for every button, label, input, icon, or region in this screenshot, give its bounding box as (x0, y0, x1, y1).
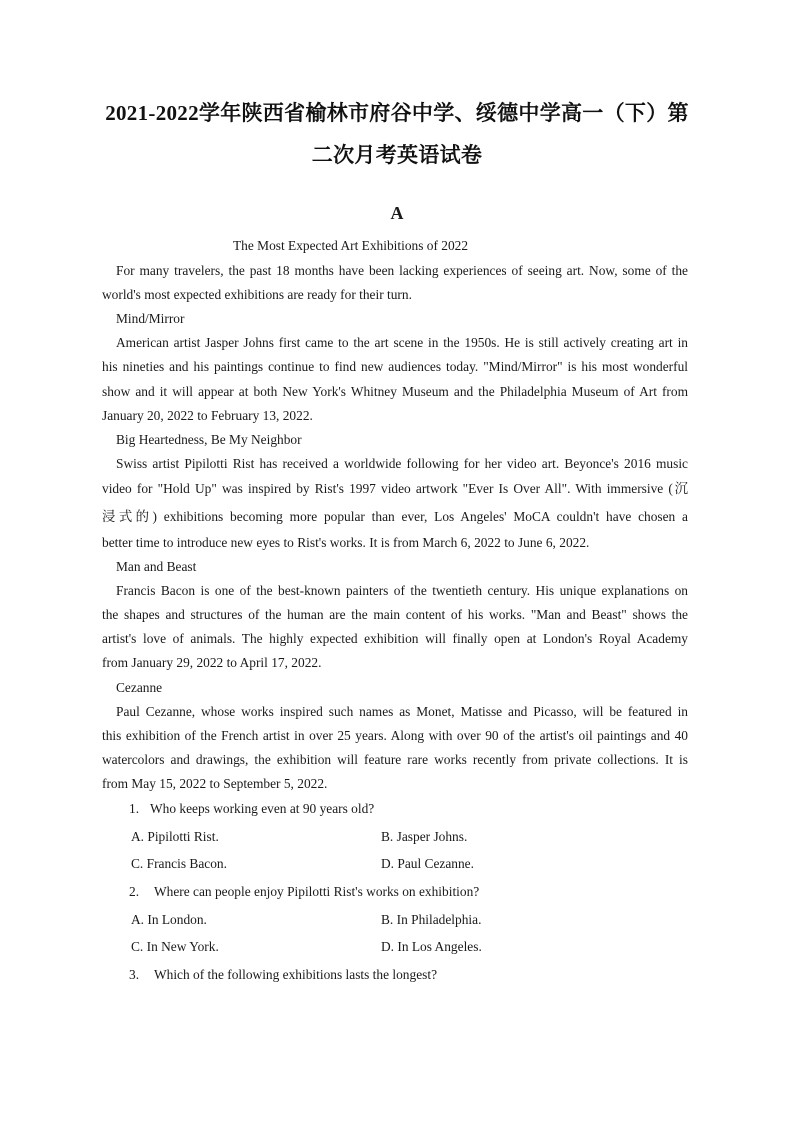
passage-line: Paul Cezanne, whose works inspired such names as Monet, Matisse and Picasso, will be featured in (116, 704, 688, 719)
passage-line: January 20, 2022 to February 13, 2022. (102, 408, 313, 423)
section-heading: A (390, 203, 404, 223)
question-text: Who keeps working even at 90 years old? (150, 801, 375, 816)
exam-title-line-1: 2021-2022学年陕西省榆林市府谷中学、绥德中学高一（下）第 (105, 101, 689, 125)
answer-option[interactable]: C. In New York. (131, 939, 219, 954)
article-title: The Most Expected Art Exhibitions of 2022 (233, 238, 469, 253)
passage-line: the shapes and structures of the human are the main content of his works. "Man and Beast" shows the (102, 607, 688, 622)
answer-option[interactable]: D. In Los Angeles. (381, 939, 482, 954)
passage-line: Francis Bacon is one of the best-known painters of the twentieth century. His unique explanations on (116, 583, 688, 598)
question-number: 2. (129, 884, 140, 899)
answer-option[interactable]: A. In London. (131, 912, 207, 927)
subheading-man-and-beast: Man and Beast (116, 559, 197, 574)
question-number: 3. (129, 967, 140, 982)
subheading-cezanne: Cezanne (116, 680, 163, 695)
passage-line: this exhibition of the French artist in over 25 years. Along with over 90 of the artist's oil paintings and 40 (102, 728, 688, 743)
answer-option[interactable]: A. Pipilotti Rist. (131, 829, 219, 844)
question-text: Where can people enjoy Pipilotti Rist's works on exhibition? (154, 884, 480, 899)
answer-option[interactable]: D. Paul Cezanne. (381, 856, 474, 871)
passage-line: Swiss artist Pipilotti Rist has received a worldwide following for her video art. Beyonce's 2016 music (116, 456, 688, 471)
passage-line: American artist Jasper Johns first came to the art scene in the 1950s. He is still actively creating art in (116, 335, 688, 350)
answer-option[interactable]: B. Jasper Johns. (381, 829, 468, 844)
passage-line: his nineties and his paintings continue to find new audiences today. "Mind/Mirror" is his most wonderful (102, 359, 688, 374)
passage-line: watercolors and drawings, the exhibition will feature rare works recently from private collections. It is (102, 752, 688, 767)
passage-line: show and it will appear at both New York's Whitney Museum and the Philadelphia Museum of Art from (102, 384, 688, 399)
passage-line: from May 15, 2022 to September 5, 2022. (102, 776, 328, 791)
answer-option[interactable]: C. Francis Bacon. (131, 856, 227, 871)
question-number: 1. (129, 801, 140, 816)
subheading-mind-mirror: Mind/Mirror (116, 311, 185, 326)
passage-line: For many travelers, the past 18 months have been lacking experiences of seeing art. Now, some of the (116, 263, 688, 278)
passage-line: video for "Hold Up" was inspired by Rist's 1997 video artwork "Ever Is Over All". With immersive (沉 (102, 481, 688, 496)
passage-line: world's most expected exhibitions are ready for their turn. (102, 287, 412, 302)
exam-title-line-2: 二次月考英语试卷 (311, 143, 483, 167)
passage-line: better time to introduce new eyes to Rist's works. It is from March 6, 2022 to June 6, 2022. (102, 535, 590, 550)
passage-line: 浸式的) exhibitions becoming more popular than ever, Los Angeles' MoCA couldn't have chosen a (102, 509, 688, 524)
subheading-big-heartedness: Big Heartedness, Be My Neighbor (116, 432, 302, 447)
passage-line: from January 29, 2022 to April 17, 2022. (102, 655, 322, 670)
answer-option[interactable]: B. In Philadelphia. (381, 912, 482, 927)
question-text: Which of the following exhibitions lasts the longest? (154, 967, 438, 982)
passage-line: artist's love of animals. The highly expected exhibition will finally open at London's Royal Academy (102, 631, 688, 646)
